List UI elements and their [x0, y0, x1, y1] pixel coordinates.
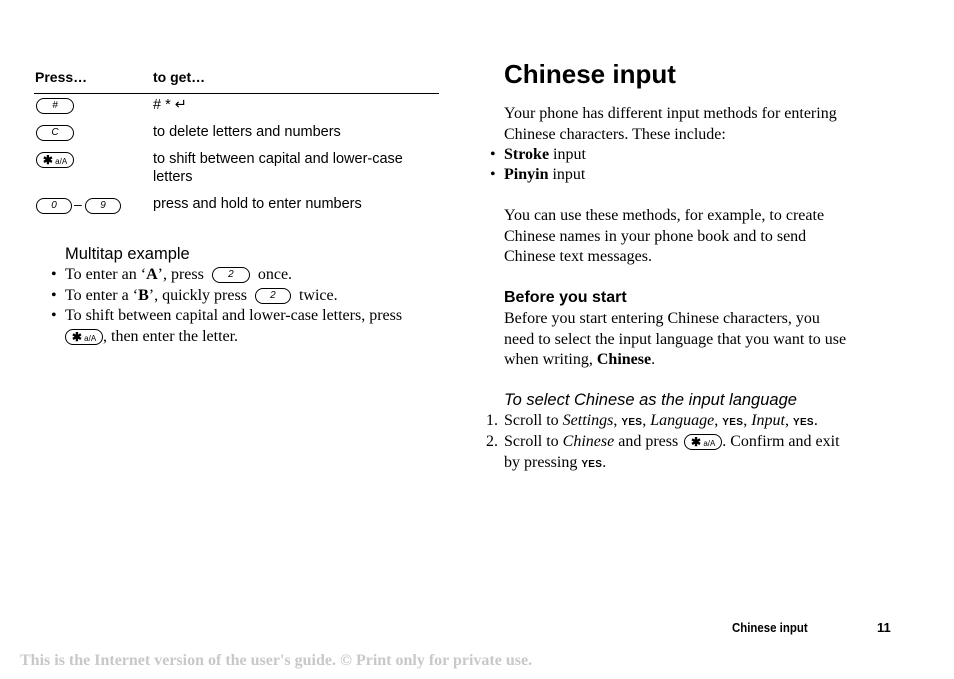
page-number: 11: [877, 620, 891, 635]
bullet-icon: •: [51, 266, 57, 283]
list-item: To enter an ‘A’, press 2 once.: [65, 266, 293, 283]
list-item: To enter a ‘B’, quickly press 2 twice.: [65, 287, 338, 304]
range-dash: –: [74, 196, 82, 212]
two-key-icon: 2: [212, 267, 250, 283]
page-title: Chinese input: [504, 59, 676, 89]
star-shift-key-icon: ✱ a/A: [65, 329, 103, 345]
table-cell-desc: to shift between capital and lower-case letters: [153, 151, 403, 185]
yes-softkey-label: YES: [722, 417, 744, 428]
section-heading: Before you start: [504, 289, 627, 306]
star-shift-key-icon: ✱ a/A: [36, 152, 74, 168]
step-number: 1.: [486, 412, 498, 429]
clear-key-icon: C: [36, 125, 74, 141]
paragraph: You can use these methods, for example, to create Chinese names in your phone book and to send Chinese text messages.: [504, 207, 825, 265]
table-header-press: Press…: [35, 69, 88, 85]
procedure-heading: To select Chinese as the input language: [504, 391, 797, 409]
table-row: [36, 97, 74, 115]
table-cell-desc: # * ↵: [153, 97, 187, 113]
bullet-icon: •: [490, 166, 496, 183]
footer-section-title: Chinese input: [732, 620, 808, 635]
star-shift-key-icon: ✱ a/A: [684, 434, 722, 450]
yes-softkey-label: YES: [581, 458, 603, 470]
nine-key-icon: 9: [85, 198, 121, 214]
copyright-notice: This is the Internet version of the user's guide. © Print only for private use.: [20, 652, 533, 669]
multitap-heading: Multitap example: [65, 245, 190, 263]
yes-softkey-label: YES: [792, 417, 814, 428]
two-key-icon: 2: [255, 288, 291, 304]
intro-paragraph: Your phone has different input methods for entering Chinese characters. These include:: [504, 105, 837, 143]
table-cell-desc: to delete letters and numbers: [153, 124, 341, 140]
hash-key-icon: #: [36, 98, 74, 114]
bullet-icon: •: [51, 307, 57, 324]
list-item: To shift between capital and lower-case letters, press ✱ a/A , then enter the letter.: [65, 307, 403, 345]
step-text: Scroll to Chinese and press ✱ a/A . Confirm and exit by pressing YES.: [504, 433, 840, 471]
step-text: Scroll to Settings, YES, Language, YES, Input, YES.: [504, 412, 818, 429]
bullet-icon: •: [490, 146, 496, 163]
yes-softkey-label: YES: [621, 417, 643, 428]
table-row: [36, 151, 74, 169]
table-header-rule: [34, 93, 439, 94]
table-row: [36, 124, 74, 142]
list-item: Pinyin input: [504, 166, 586, 183]
paragraph: Before you start entering Chinese characters, you need to select the input language that you want to use when writing, Chinese.: [504, 310, 847, 368]
step-number: 2.: [486, 433, 498, 450]
table-cell-desc: press and hold to enter numbers: [153, 196, 362, 212]
table-row: [36, 197, 72, 215]
bullet-icon: •: [51, 287, 57, 304]
table-header-get: to get…: [153, 69, 206, 85]
zero-key-icon: 0: [36, 198, 72, 214]
list-item: Stroke input: [504, 146, 586, 163]
